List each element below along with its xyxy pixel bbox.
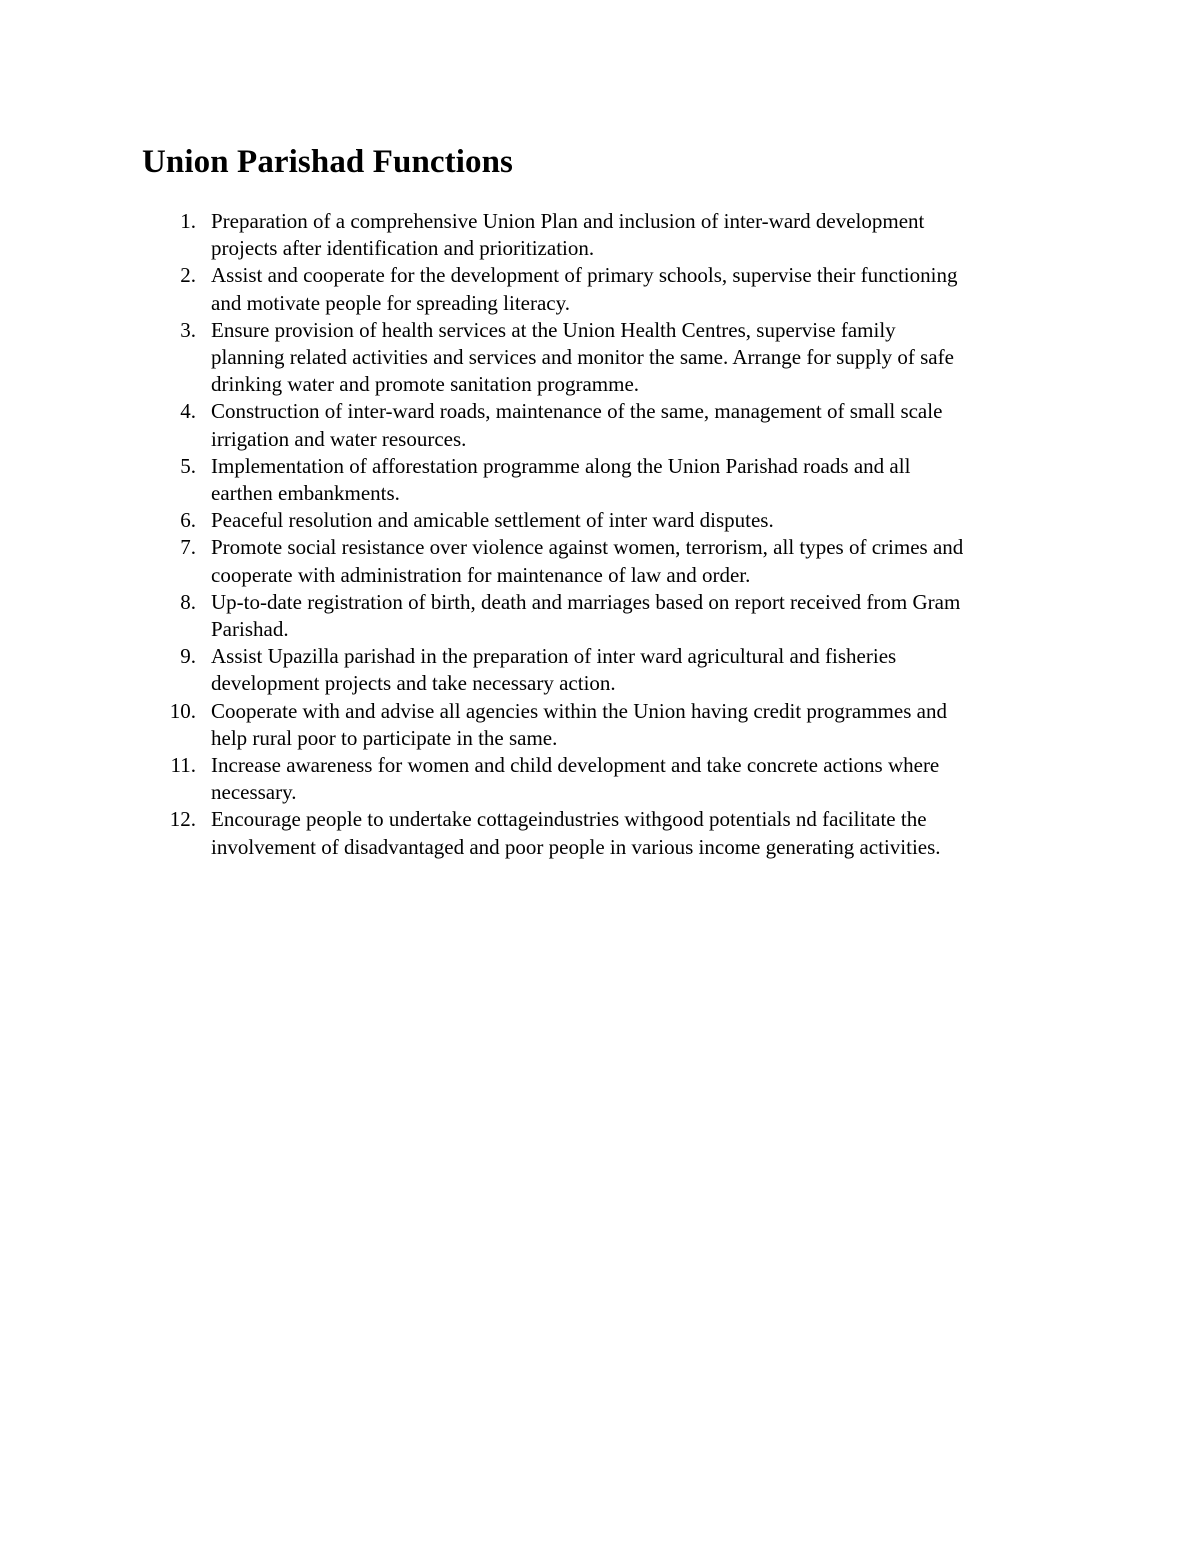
list-item-text-line: Implementation of afforestation programme along the Union Parishad roads and all bbox=[211, 453, 911, 478]
list-item bbox=[142, 534, 1072, 588]
list-item-text-line: and motivate people for spreading literacy. bbox=[211, 290, 570, 315]
list-item-text-line: projects after identification and prioritization. bbox=[211, 236, 595, 261]
list-item-text-line: Promote social resistance over violence against women, terrorism, all types of crimes and bbox=[211, 535, 964, 560]
list-item-text-line: Peaceful resolution and amicable settlement of inter ward disputes. bbox=[211, 508, 774, 533]
list-item-number: 12. bbox=[169, 807, 196, 832]
list-item bbox=[142, 262, 1072, 316]
list-item-text-line: Cooperate with and advise all agencies within the Union having credit programmes and bbox=[211, 698, 947, 723]
list-item-number: 10. bbox=[169, 698, 196, 723]
list-item bbox=[142, 317, 1072, 399]
list-item-text-line: Assist and cooperate for the development of primary schools, supervise their functioning bbox=[211, 263, 958, 288]
list-item-text-line: drinking water and promote sanitation programme. bbox=[211, 372, 640, 397]
list-item-number: 11. bbox=[170, 753, 196, 778]
list-item-text-line: cooperate with administration for maintenance of law and order. bbox=[211, 562, 751, 587]
list-item-text-line: Encourage people to undertake cottageindustries withgood potentials nd facilitate the bbox=[211, 807, 927, 832]
list-item bbox=[142, 698, 1072, 752]
list-item-number: 9. bbox=[180, 644, 196, 669]
list-item bbox=[142, 398, 1072, 452]
list-item-number: 3. bbox=[180, 317, 196, 342]
list-item-number: 7. bbox=[180, 535, 196, 560]
list-item bbox=[142, 453, 1072, 507]
list-item-text-line: Construction of inter-ward roads, maintenance of the same, management of small scale bbox=[211, 399, 943, 424]
document-title: Union Parishad Functions bbox=[142, 144, 513, 180]
list-item-number: 5. bbox=[180, 453, 196, 478]
list-item bbox=[142, 208, 1072, 262]
list-item-number: 8. bbox=[180, 589, 196, 614]
list-item-text-line: necessary. bbox=[211, 780, 297, 805]
list-item bbox=[142, 806, 1072, 860]
list-item-text-line: Ensure provision of health services at the Union Health Centres, supervise family bbox=[211, 317, 896, 342]
list-item bbox=[142, 752, 1072, 806]
list-item-number: 4. bbox=[180, 399, 196, 424]
list-item-text-line: development projects and take necessary action. bbox=[211, 671, 616, 696]
list-item bbox=[142, 643, 1072, 697]
list-item-number: 1. bbox=[180, 209, 196, 233]
list-item-text-line: Increase awareness for women and child development and take concrete actions where bbox=[211, 753, 940, 778]
list-item-text-line: help rural poor to participate in the same. bbox=[211, 725, 558, 750]
list-item bbox=[142, 589, 1072, 643]
list-item-number: 2. bbox=[180, 263, 196, 288]
list-item bbox=[142, 507, 1072, 534]
functions-list bbox=[142, 208, 1072, 861]
list-item-text-line: Parishad. bbox=[211, 617, 289, 642]
list-item-text-line: Up-to-date registration of birth, death and marriages based on report received from Gram bbox=[211, 589, 961, 614]
list-item-text-line: Preparation of a comprehensive Union Plan and inclusion of inter-ward development bbox=[211, 209, 925, 233]
list-item-text-line: planning related activities and services and monitor the same. Arrange for supply of safe bbox=[211, 345, 954, 370]
list-item-text-line: involvement of disadvantaged and poor people in various income generating activities. bbox=[211, 834, 941, 859]
list-item-text-line: irrigation and water resources. bbox=[211, 426, 467, 451]
list-item-text-line: Assist Upazilla parishad in the preparation of inter ward agricultural and fisheries bbox=[211, 644, 897, 669]
list-item-text-line: earthen embankments. bbox=[211, 481, 400, 506]
list-item-number: 6. bbox=[180, 508, 196, 533]
